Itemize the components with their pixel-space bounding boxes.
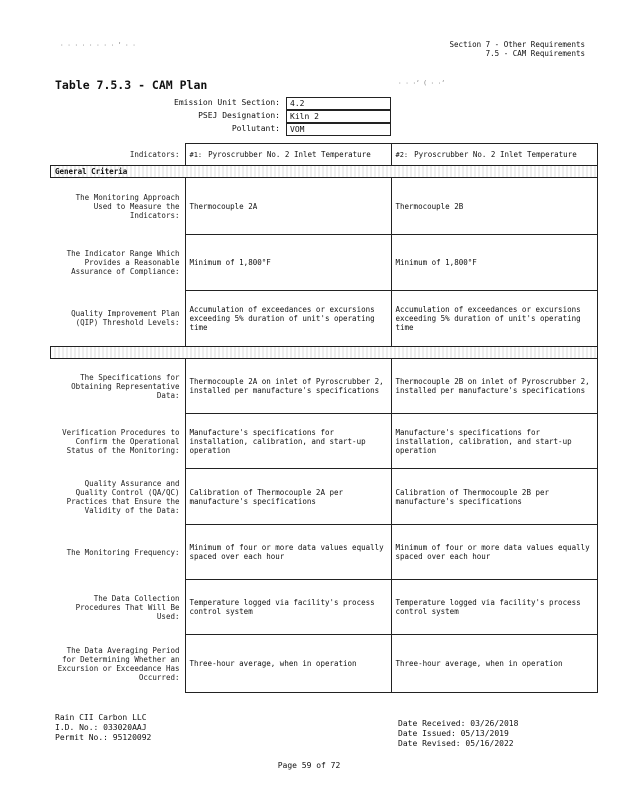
- row-cell-2: Thermocouple 2B: [391, 178, 597, 235]
- row-label: The Monitoring Approach Used to Measure the Indicators:: [75, 192, 180, 220]
- row-label: Quality Assurance and Quality Control (QA/QC) Practices that Ensure the Validity of the Data:: [66, 478, 180, 515]
- section-header: [450, 40, 585, 58]
- general-criteria-label: General Criteria: [51, 166, 598, 178]
- id-number: I.D. No.: 033020AAJ: [55, 723, 147, 732]
- row-label: The Monitoring Frequency:: [66, 547, 180, 557]
- table-row: [51, 414, 598, 469]
- cam-plan-table: [50, 143, 598, 693]
- row-cell-1: Thermocouple 2A on inlet of Pyroscrubber 2, installed per manufacture's specifications: [185, 359, 391, 414]
- date-issued: Date Issued: 05/13/2019: [398, 729, 509, 738]
- table-row: [51, 580, 598, 635]
- row-cell-2: Accumulation of exceedances or excursions exceeding 5% duration of unit's operating time: [391, 291, 597, 347]
- section-header-line1: Section 7 - Other Requirements: [449, 40, 585, 49]
- indicator-2-text: Pyroscrubber No. 2 Inlet Temperature: [414, 149, 577, 159]
- row-label: Verification Procedures to Confirm the Operational Status of the Monitoring:: [62, 427, 180, 455]
- indicator-1-cell: [185, 144, 391, 166]
- page-number: Page 59 of 72: [277, 761, 341, 770]
- table-row: [51, 469, 598, 525]
- emission-unit-label: Emission Unit Section:: [174, 98, 280, 107]
- psej-value: Kiln 2: [286, 110, 391, 123]
- company-name: Rain CII Carbon LLC: [55, 713, 147, 722]
- row-label: Quality Improvement Plan (QIP) Threshold Levels:: [71, 309, 180, 328]
- row-cell-2: Minimum of 1,800°F: [391, 235, 597, 291]
- indicator-2-prefix: #2:: [395, 150, 409, 159]
- row-cell-1: Temperature logged via facility's process control system: [185, 580, 391, 635]
- permit-dates: [398, 719, 518, 749]
- permit-info: [55, 713, 151, 743]
- scan-noise-left: · · · · · · · · ‘ · ·: [60, 42, 136, 49]
- table-title: Table 7.5.3 - CAM Plan: [55, 78, 208, 92]
- permit-number: Permit No.: 95120092: [55, 733, 152, 742]
- row-label: The Specifications for Obtaining Representative Data:: [71, 372, 180, 400]
- psej-label: PSEJ Designation:: [198, 111, 280, 120]
- row-cell-1: Minimum of four or more data values equally spaced over each hour: [185, 525, 391, 580]
- emission-unit-value: 4.2: [286, 97, 391, 110]
- row-cell-1: Three-hour average, when in operation: [185, 635, 391, 693]
- row-label: The Indicator Range Which Provides a Reasonable Assurance of Compliance:: [66, 249, 180, 276]
- row-cell-2: Three-hour average, when in operation: [391, 635, 597, 693]
- indicator-1-text: Pyroscrubber No. 2 Inlet Temperature: [208, 149, 371, 159]
- table-row: [51, 525, 598, 580]
- row-cell-1: Manufacture's specifications for installation, calibration, and start-up operation: [185, 414, 391, 469]
- table-row: [51, 359, 598, 414]
- scan-noise-right: · · ·‘ ( · ·‘: [398, 80, 445, 87]
- pollutant-value: VOM: [286, 123, 391, 136]
- row-cell-2: Minimum of four or more data values equally spaced over each hour: [391, 525, 597, 580]
- performance-criteria-header: [51, 347, 598, 359]
- row-cell-1: Minimum of 1,800°F: [185, 235, 391, 291]
- general-criteria-header: [51, 166, 598, 178]
- indicator-1-prefix: #1:: [189, 150, 203, 159]
- table-row: [51, 291, 598, 347]
- indicators-label: Indicators:: [129, 149, 180, 159]
- table-row: [51, 235, 598, 291]
- indicator-2-cell: [391, 144, 597, 166]
- row-cell-2: Thermocouple 2B on inlet of Pyroscrubber 2, installed per manufacture's specifications: [391, 359, 597, 414]
- row-label: The Data Averaging Period for Determining Whether an Excursion or Exceedance Has Occurred:: [57, 645, 180, 682]
- table-row: [51, 635, 598, 693]
- performance-criteria-label: [51, 347, 598, 359]
- row-cell-2: Calibration of Thermocouple 2B per manufacture's specifications: [391, 469, 597, 525]
- row-label: The Data Collection Procedures That Will Be Used:: [75, 593, 180, 621]
- row-cell-1: Thermocouple 2A: [185, 178, 391, 235]
- date-received: Date Received: 03/26/2018: [398, 719, 519, 728]
- pollutant-label: Pollutant:: [231, 124, 280, 133]
- row-cell-1: Calibration of Thermocouple 2A per manufacture's specifications: [185, 469, 391, 525]
- table-row: [51, 178, 598, 235]
- row-cell-2: Manufacture's specifications for installation, calibration, and start-up operation: [391, 414, 597, 469]
- row-cell-2: Temperature logged via facility's process control system: [391, 580, 597, 635]
- indicators-row: [51, 144, 598, 166]
- row-cell-1: Accumulation of exceedances or excursions exceeding 5% duration of unit's operating time: [185, 291, 391, 347]
- date-revised: Date Revised: 05/16/2022: [398, 739, 514, 748]
- section-header-line2: 7.5 - CAM Requirements: [485, 49, 585, 58]
